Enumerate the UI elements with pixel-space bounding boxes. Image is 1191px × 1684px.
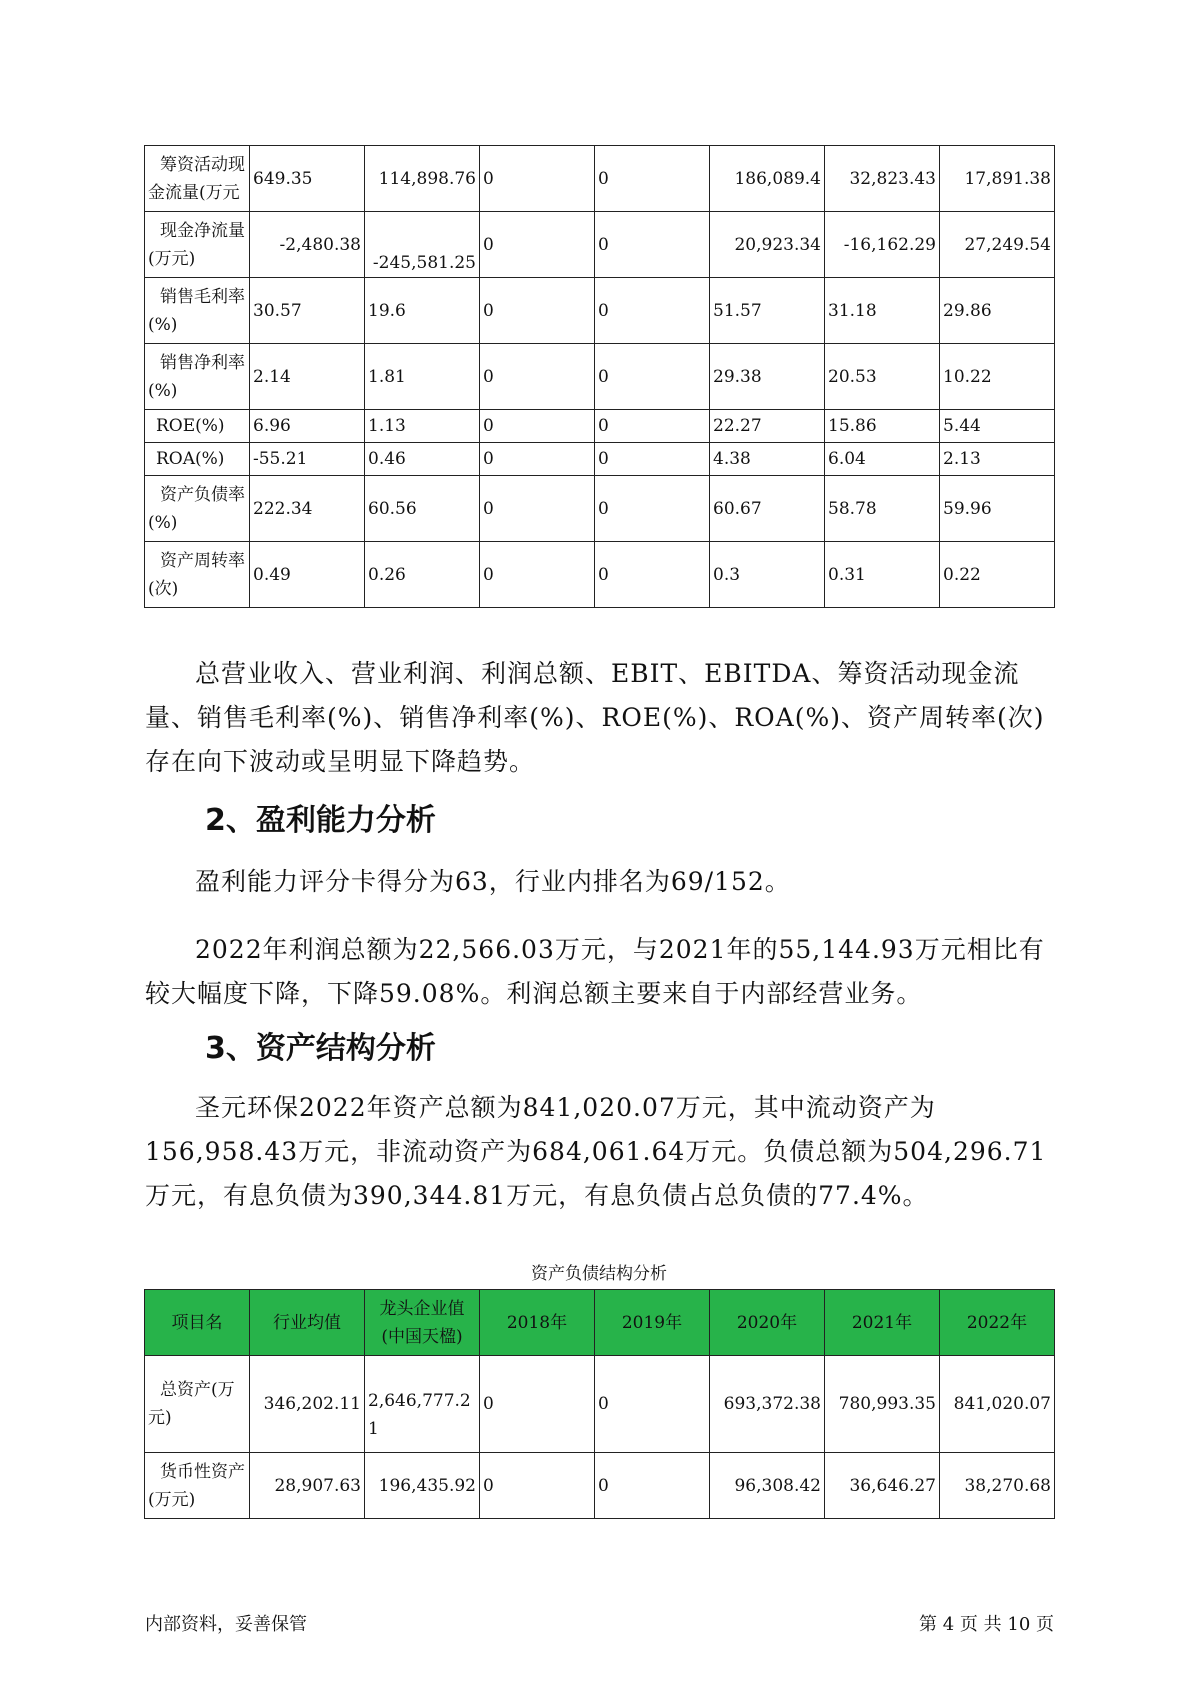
table-cell: 1.13 xyxy=(365,410,480,443)
table-row xyxy=(145,344,1055,410)
column-header: 2022年 xyxy=(940,1290,1055,1356)
table-cell: 0 xyxy=(480,476,595,542)
row-label: ROA(%) xyxy=(145,443,250,476)
row-label: 货币性资产 (万元) xyxy=(145,1453,250,1519)
table-cell: 0 xyxy=(595,476,710,542)
table-cell: 31.18 xyxy=(825,278,940,344)
table-cell: 6.96 xyxy=(250,410,365,443)
column-header: 2021年 xyxy=(825,1290,940,1356)
table-row xyxy=(145,278,1055,344)
table-row xyxy=(145,1356,1055,1453)
table-cell: 60.56 xyxy=(365,476,480,542)
table-cell: 0 xyxy=(480,1356,595,1453)
table-cell: 0 xyxy=(595,278,710,344)
row-label: 销售毛利率 (%) xyxy=(145,278,250,344)
table-row xyxy=(145,410,1055,443)
table-cell: 5.44 xyxy=(940,410,1055,443)
table-cell: 2,646,777.21 xyxy=(365,1356,480,1453)
column-header: 2019年 xyxy=(595,1290,710,1356)
section-heading-asset-structure: 3、资产结构分析 xyxy=(205,1031,436,1066)
row-label: 销售净利率 (%) xyxy=(145,344,250,410)
table-cell: 0 xyxy=(480,146,595,212)
table-cell: 693,372.38 xyxy=(710,1356,825,1453)
table-row xyxy=(145,476,1055,542)
table-cell: 196,435.92 xyxy=(365,1453,480,1519)
table-cell: 780,993.35 xyxy=(825,1356,940,1453)
table-cell: 0 xyxy=(480,344,595,410)
column-header: 2018年 xyxy=(480,1290,595,1356)
table-cell: 0 xyxy=(480,443,595,476)
table-cell: 114,898.76 xyxy=(365,146,480,212)
table-caption: 资产负债结构分析 xyxy=(531,1264,667,1284)
footer-confidential-note: 内部资料，妥善保管 xyxy=(145,1614,307,1635)
row-label: 资产负债率 (%) xyxy=(145,476,250,542)
column-header: 行业均值 xyxy=(250,1290,365,1356)
table-cell: 1.81 xyxy=(365,344,480,410)
table-cell: 186,089.4 xyxy=(710,146,825,212)
table-cell: 0.22 xyxy=(940,542,1055,608)
table-cell: 0 xyxy=(595,542,710,608)
table-cell: -2,480.38 xyxy=(250,212,365,278)
financial-indicators-table xyxy=(144,145,1055,608)
paragraph-trend-summary: 总营业收入、营业利润、利润总额、EBIT、EBITDA、筹资活动现金流量、销售毛利率(%)、销售净利率(%)、ROE(%)、ROA(%)、资产周转率(次)存在向下波动或呈明显下降趋势。 xyxy=(145,659,1045,776)
table-cell: -16,162.29 xyxy=(825,212,940,278)
table-cell: 0.31 xyxy=(825,542,940,608)
row-label: ROE(%) xyxy=(145,410,250,443)
table-cell: -245,581.25 xyxy=(365,212,480,278)
row-label: 现金净流量 (万元) xyxy=(145,212,250,278)
table-cell: 28,907.63 xyxy=(250,1453,365,1519)
table-cell: 2.14 xyxy=(250,344,365,410)
paragraph-profit-total: 2022年利润总额为22,566.03万元，与2021年的55,144.93万元相比有较大幅度下降，下降59.08%。利润总额主要来自于内部经营业务。 xyxy=(145,935,1045,1008)
table-cell: 29.38 xyxy=(710,344,825,410)
table-cell: 38,270.68 xyxy=(940,1453,1055,1519)
table-cell: 32,823.43 xyxy=(825,146,940,212)
table-cell: 22.27 xyxy=(710,410,825,443)
table-row xyxy=(145,542,1055,608)
table-cell: 0 xyxy=(595,212,710,278)
table-row xyxy=(145,443,1055,476)
table-cell: 0 xyxy=(480,410,595,443)
footer-page-number: 第 4 页 共 10 页 xyxy=(919,1614,1054,1635)
table-cell: 0 xyxy=(595,344,710,410)
table-cell: 6.04 xyxy=(825,443,940,476)
section-heading-profitability: 2、盈利能力分析 xyxy=(205,803,436,838)
table-cell: 15.86 xyxy=(825,410,940,443)
table-cell: 0 xyxy=(480,278,595,344)
table-cell: 51.57 xyxy=(710,278,825,344)
table-cell: 60.67 xyxy=(710,476,825,542)
table-cell: 649.35 xyxy=(250,146,365,212)
table-cell: -55.21 xyxy=(250,443,365,476)
table-cell: 0.26 xyxy=(365,542,480,608)
table-cell: 0 xyxy=(595,443,710,476)
table-cell: 29.86 xyxy=(940,278,1055,344)
table-row xyxy=(145,146,1055,212)
table-cell: 17,891.38 xyxy=(940,146,1055,212)
table-cell: 20,923.34 xyxy=(710,212,825,278)
column-header: 龙头企业值(中国天楹) xyxy=(365,1290,480,1356)
table-cell: 0 xyxy=(595,1453,710,1519)
table-cell: 19.6 xyxy=(365,278,480,344)
table-cell: 0 xyxy=(595,410,710,443)
table-cell: 4.38 xyxy=(710,443,825,476)
table-cell: 0.46 xyxy=(365,443,480,476)
table-cell: 222.34 xyxy=(250,476,365,542)
table-row xyxy=(145,1453,1055,1519)
table-cell: 58.78 xyxy=(825,476,940,542)
table-cell: 20.53 xyxy=(825,344,940,410)
column-header: 项目名 xyxy=(145,1290,250,1356)
table-cell: 30.57 xyxy=(250,278,365,344)
table-cell: 0 xyxy=(595,146,710,212)
table-cell: 96,308.42 xyxy=(710,1453,825,1519)
table-cell: 841,020.07 xyxy=(940,1356,1055,1453)
header-row xyxy=(145,1290,1055,1356)
paragraph-asset-summary: 圣元环保2022年资产总额为841,020.07万元，其中流动资产为156,958.43万元，非流动资产为684,061.64万元。负债总额为504,296.71万元，有息负债为390,344.81万元，有息负债占总负债的77.4%。 xyxy=(145,1093,1047,1210)
table-cell: 27,249.54 xyxy=(940,212,1055,278)
asset-liability-table xyxy=(144,1289,1055,1519)
table-cell: 0 xyxy=(480,542,595,608)
table-cell: 0 xyxy=(595,1356,710,1453)
table-cell: 0.49 xyxy=(250,542,365,608)
table-cell: 0.3 xyxy=(710,542,825,608)
table-cell: 0 xyxy=(480,1453,595,1519)
table-cell: 2.13 xyxy=(940,443,1055,476)
table-cell: 59.96 xyxy=(940,476,1055,542)
table-row xyxy=(145,212,1055,278)
table-cell: 0 xyxy=(480,212,595,278)
row-label: 总资产(万 元) xyxy=(145,1356,250,1453)
row-label: 筹资活动现 金流量(万元 xyxy=(145,146,250,212)
column-header: 2020年 xyxy=(710,1290,825,1356)
table-cell: 346,202.11 xyxy=(250,1356,365,1453)
table-cell: 10.22 xyxy=(940,344,1055,410)
row-label: 资产周转率 (次) xyxy=(145,542,250,608)
paragraph-profitability-score: 盈利能力评分卡得分为63，行业内排名为69/152。 xyxy=(195,867,791,896)
table-cell: 36,646.27 xyxy=(825,1453,940,1519)
